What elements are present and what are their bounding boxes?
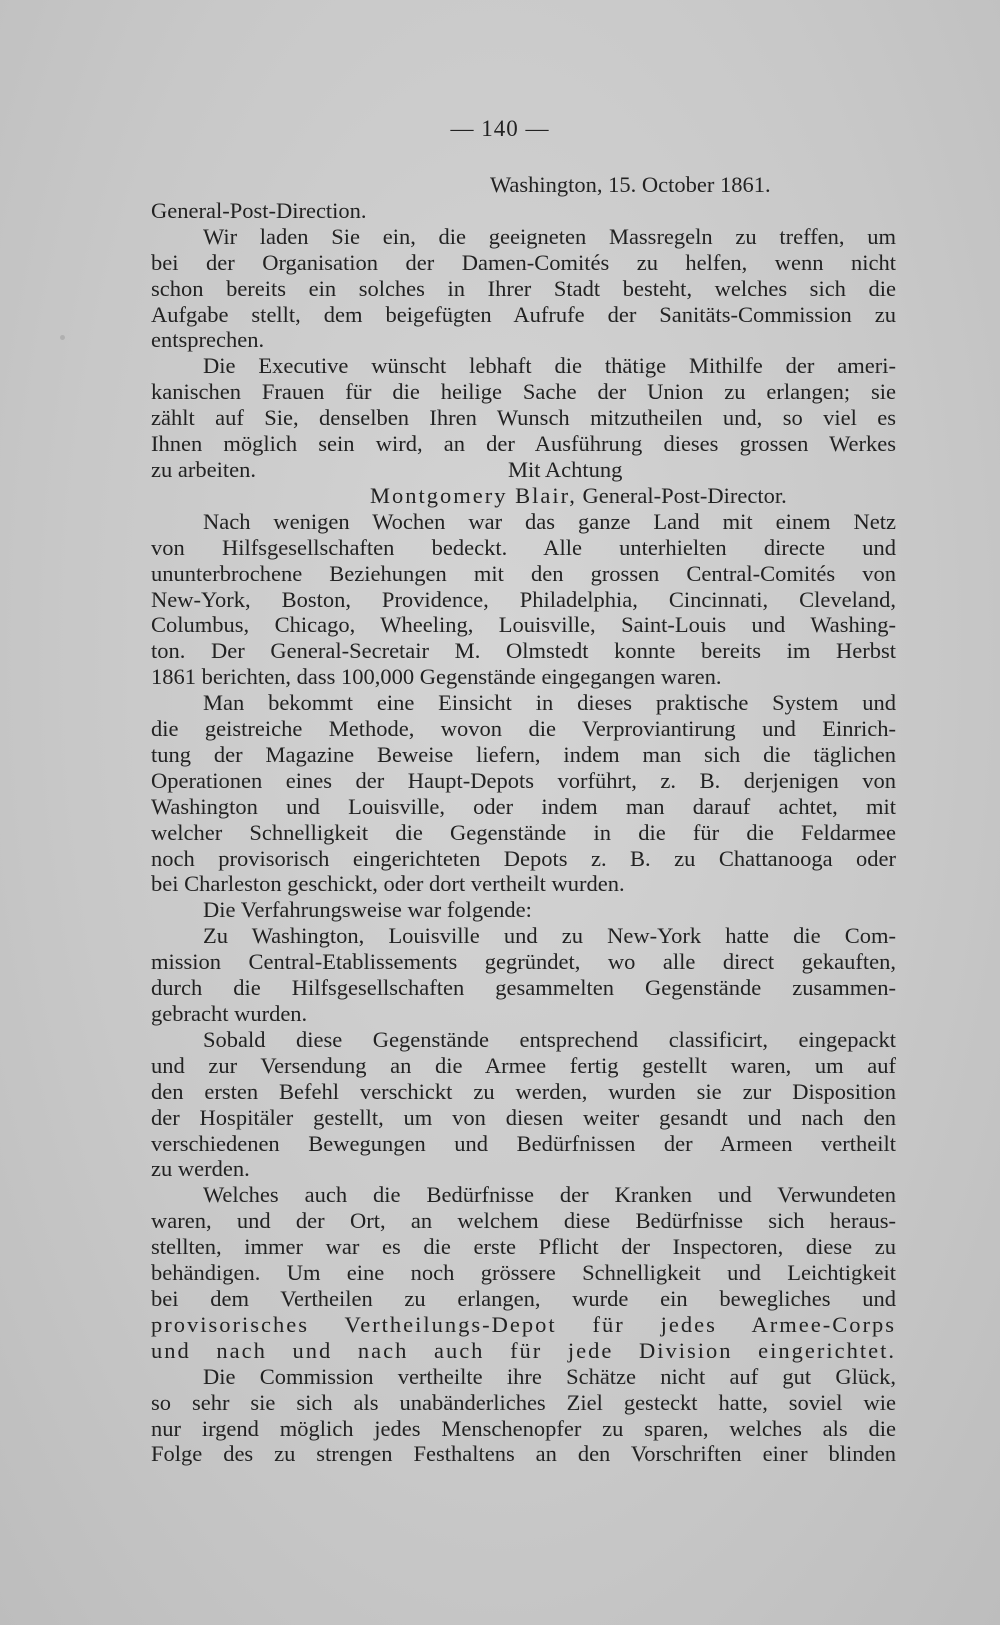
text-line: Aufgabe stellt, dem beigefügten Aufrufe der Sanitäts-Commission zu — [151, 301, 896, 327]
paragraph-5 — [151, 897, 896, 923]
text-line: noch provisorisch eingerichteten Depots z. B. zu Chattanooga oder — [151, 845, 896, 871]
text-line: ton. Der General-Secretair M. Olmstedt konnte bereits im Herbst — [151, 638, 896, 664]
text-line: Washington und Louisville, oder indem man darauf achtet, mit — [151, 793, 896, 819]
text-line: Columbus, Chicago, Wheeling, Louisville, Saint-Louis und Washing- — [151, 612, 896, 638]
letter-date-line: Washington, 15. October 1861. — [490, 172, 771, 197]
text-line: verschiedenen Bewegungen und Bedürfnissen der Armeen vertheilt — [151, 1130, 896, 1156]
text-line: New-York, Boston, Providence, Philadelphia, Cincinnati, Cleveland, — [151, 586, 896, 612]
text-line: Ihnen möglich sein wird, an der Ausführung dieses grossen Werkes — [151, 431, 896, 457]
text-line: bei dem Vertheilen zu erlangen, wurde ein bewegliches und — [151, 1285, 896, 1311]
text-line: Operationen eines der Haupt-Depots vorführt, z. B. derjenigen von — [151, 767, 896, 793]
text-line: Wir laden Sie ein, die geeigneten Massregeln zu treffen, um — [203, 223, 896, 249]
text-line-spaced: und nach und nach auch für jede Division eingerichtet. — [151, 1337, 896, 1363]
letter-closing: Mit Achtung — [507, 456, 623, 482]
text-line: zählt auf Sie, denselben Ihren Wunsch mitzutheilen und, so viel es — [151, 405, 896, 431]
text-line: ununterbrochene Beziehungen mit den grossen Central-Comités von — [151, 560, 896, 586]
text-line: Die Verfahrungsweise war folgende: — [203, 897, 532, 923]
page-number-header: — 140 — — [450, 116, 550, 141]
text-line: Folge des zu strengen Festhaltens an den Vorschriften einer blinden — [151, 1441, 896, 1467]
paragraph-3 — [151, 509, 896, 690]
text-line: bei Charleston geschickt, oder dort vertheilt wurden. — [151, 871, 625, 897]
paragraph-9 — [151, 1364, 896, 1468]
page-body — [151, 172, 896, 1467]
letter-paragraph-2 — [151, 353, 896, 508]
text-line: den ersten Befehl verschickt zu werden, wurden sie zur Disposition — [151, 1078, 896, 1104]
letter-closing-line — [151, 457, 896, 483]
text-line: bei der Organisation der Damen-Comités zu helfen, wenn nicht — [151, 249, 896, 275]
text-line: waren, und der Ort, an welchem diese Bedürfnisse sich heraus- — [151, 1208, 896, 1234]
text-line-spaced: provisorisches Vertheilungs-Depot für jedes Armee-Corps — [151, 1311, 896, 1337]
text-line: Zu Washington, Louisville und zu New-York hatte die Com- — [203, 923, 896, 949]
text-line: entsprechen. — [151, 327, 265, 353]
paragraph-7 — [151, 1027, 896, 1182]
text-line: Die Commission vertheilte ihre Schätze nicht auf gut Glück, — [203, 1363, 896, 1389]
text-line: welcher Schnelligkeit die Gegenstände in die für die Feldarmee — [151, 819, 896, 845]
paragraph-4 — [151, 690, 896, 897]
text-line: stellten, immer war es die erste Pflicht der Inspectoren, diese zu — [151, 1234, 896, 1260]
letter-addressee: General-Post-Direction. — [151, 197, 367, 223]
text-line: und zur Versendung an die Armee fertig gestellt waren, um auf — [151, 1052, 896, 1078]
signature-name: Montgomery Blair, — [370, 482, 577, 508]
text-line: kanischen Frauen für die heilige Sache der Union zu erlangen; sie — [151, 379, 896, 405]
text-line: von Hilfsgesellschaften bedeckt. Alle unterhielten directe und — [151, 534, 896, 560]
text-line: gebracht wurden. — [151, 1001, 308, 1026]
text-line: Man bekommt eine Einsicht in dieses praktische System und — [203, 690, 896, 716]
text-line: Sobald diese Gegenstände entsprechend classificirt, eingepackt — [203, 1026, 896, 1052]
text-line: 1861 berichten, dass 100,000 Gegenstände eingegangen waren. — [151, 664, 722, 690]
text-line: Welches auch die Bedürfnisse der Kranken und Verwundeten — [203, 1182, 896, 1208]
text-line: schon bereits ein solches in Ihrer Stadt besteht, welches sich die — [151, 275, 896, 301]
text-line: so sehr sie sich als unabänderliches Ziel gesteckt hatte, soviel wie — [151, 1389, 896, 1415]
signature-title: General-Post-Director. — [576, 482, 787, 508]
text-line: nur irgend möglich jedes Menschenopfer zu sparen, welches als die — [151, 1415, 896, 1441]
paragraph-8 — [151, 1182, 896, 1363]
paper-speck — [60, 335, 65, 340]
text-line: die geistreiche Methode, wovon die Verproviantirung und Einrich- — [151, 716, 896, 742]
letter-signature — [151, 483, 896, 509]
text-line: Die Executive wünscht lebhaft die thätige Mithilfe der ameri- — [203, 353, 896, 379]
text-line: durch die Hilfsgesellschaften gesammelten Gegenstände zusammen- — [151, 975, 896, 1001]
text-line: zu werden. — [151, 1156, 250, 1182]
text-line: tung der Magazine Beweise liefern, indem man sich die täglichen — [151, 741, 896, 767]
text-line: Nach wenigen Wochen war das ganze Land mit einem Netz — [203, 508, 896, 534]
paragraph-6 — [151, 923, 896, 1027]
text-line: mission Central-Etablissements gegründet, wo alle direct gekauften, — [151, 949, 896, 975]
text-line: behändigen. Um eine noch grössere Schnelligkeit und Leichtigkeit — [151, 1260, 896, 1286]
closing-prefix: zu arbeiten. — [151, 456, 256, 482]
letter-paragraph-1 — [151, 224, 896, 354]
text-line: der Hospitäler gestellt, um von diesen weiter gesandt und nach den — [151, 1104, 896, 1130]
